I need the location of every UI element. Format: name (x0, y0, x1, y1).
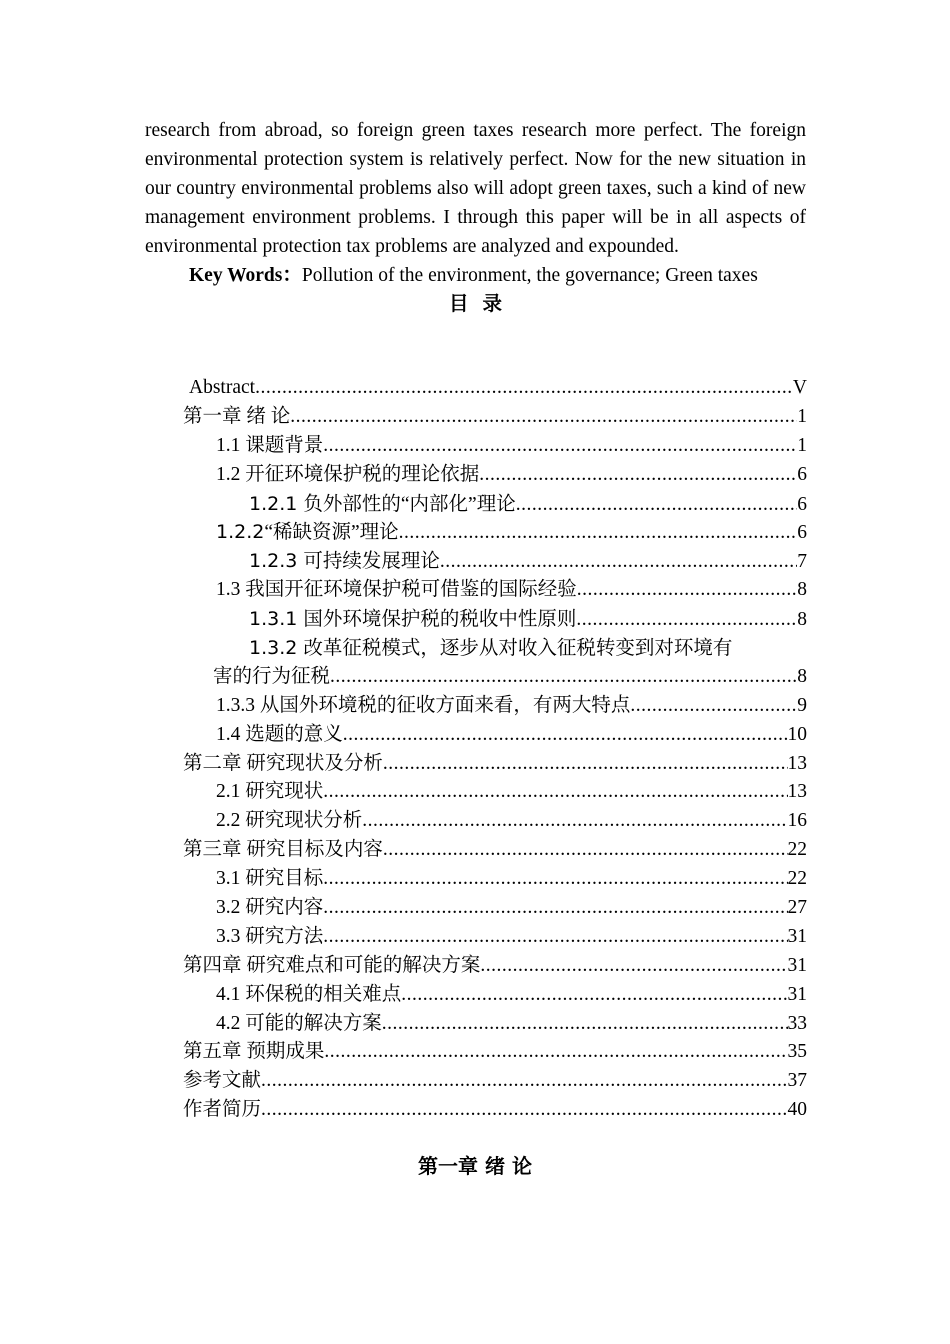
toc-entry-number: 1.3.3 (216, 694, 260, 716)
toc-leader (324, 1038, 787, 1067)
toc-leader (362, 807, 787, 836)
toc-entry-page: 1 (797, 405, 807, 427)
toc-leader (401, 981, 787, 1010)
toc-entry-number: 1.2.1 (249, 492, 304, 515)
toc-leader (382, 1010, 788, 1039)
toc-entry-page: 22 (787, 868, 807, 890)
toc-entry-title: 可能的解决方案 (245, 1012, 382, 1034)
abstract-paragraph: research from abroad, so foreign green taxes research more perfect. The foreign environmental protection system is relatively perfect. Now for the new situation in our country environmental problems also will adopt green taxes, such a kind of new management environment problems. I through this paper will be in all aspects of environmental protection tax problems are analyzed and expounded. (145, 120, 806, 257)
toc-entry-title: 第四章 研究难点和可能的解决方案 (183, 954, 481, 976)
page-body (145, 116, 806, 319)
toc-entry-page: 37 (787, 1070, 807, 1092)
toc-entry-title: 开征环境保护税的理论依据 (245, 463, 480, 485)
toc-entry-number: 1.3.1 (249, 608, 304, 631)
toc-leader (399, 519, 798, 548)
toc-leader (480, 952, 787, 981)
toc-leader (576, 606, 797, 635)
toc-entry-number: 2.2 (216, 810, 246, 832)
toc-entry-number: 1.1 (216, 434, 246, 456)
toc-leader (290, 403, 797, 432)
toc-leader (323, 865, 787, 894)
toc-entry-page: 22 (787, 839, 807, 861)
toc-entry-number: 1.2.2 (216, 521, 265, 544)
toc-entry-page: 6 (797, 463, 807, 485)
toc-entry[interactable] (183, 403, 807, 432)
toc-leader (630, 692, 797, 721)
keywords-text: Pollution of the environment, the governance; Green taxes (301, 265, 758, 286)
toc-entry[interactable] (183, 807, 807, 836)
toc-entry-title: 负外部性的“内部化”理论 (303, 493, 516, 515)
toc-entry-page: 8 (797, 609, 807, 631)
toc-entry-title: 研究方法 (245, 925, 324, 947)
toc-entry-title-continued: 害的行为征税 (213, 665, 331, 687)
toc-entry-number: 4.1 (216, 983, 246, 1005)
toc-entry-title: 环保税的相关难点 (245, 983, 402, 1005)
toc-entry-number: 3.1 (216, 868, 246, 890)
toc-entry[interactable] (183, 1067, 807, 1096)
toc-entry-page: 1 (797, 434, 807, 456)
toc-entry-page: 6 (797, 493, 807, 515)
toc-entry-page: 31 (787, 925, 807, 947)
toc-entry-title: 第五章 预期成果 (183, 1041, 325, 1063)
toc-entry-title: 从国外环境税的征收方面来看，有两大特点 (259, 694, 631, 716)
toc-entry-title: 可持续发展理论 (303, 551, 440, 573)
toc-entry[interactable] (183, 778, 807, 807)
toc-entry[interactable] (183, 721, 807, 750)
toc-entry-number: 1.3 (216, 579, 246, 601)
toc-entry[interactable] (183, 692, 807, 721)
toc-entry[interactable] (183, 461, 807, 490)
toc-entry[interactable] (183, 981, 807, 1010)
toc-entry-number: 3.3 (216, 925, 246, 947)
toc-entry-number: 3.2 (216, 897, 246, 919)
toc-entry-page: 8 (797, 579, 807, 601)
toc-entry-title: 参考文献 (183, 1070, 262, 1092)
keywords-label: Key Words： (189, 265, 302, 286)
toc-entry-page: 33 (787, 1012, 807, 1034)
toc-entry-number: 4.2 (216, 1012, 246, 1034)
toc-entry-number: 1.3.2 (249, 637, 304, 660)
toc-leader (383, 750, 788, 779)
toc-entry-page: V (792, 377, 807, 398)
toc-entry-title: 研究内容 (245, 897, 324, 919)
toc-entry-title: 国外环境保护税的税收中性原则 (303, 609, 577, 631)
toc-entry-page: 10 (787, 723, 807, 745)
toc-entry-title: 改革征税模式，逐步从对收入征税转变到对环境有 (303, 638, 733, 660)
toc-leader (323, 432, 797, 461)
toc-entry-wrapped[interactable] (183, 634, 807, 663)
toc-title: 目录 (448, 294, 516, 315)
toc-entry-title: “稀缺资源”理论 (264, 522, 399, 544)
toc-entry[interactable] (183, 605, 807, 634)
toc-entry-page: 16 (787, 810, 807, 832)
toc-entry-number: 2.1 (216, 781, 246, 803)
toc-entry[interactable] (183, 1038, 807, 1067)
toc-entry[interactable] (183, 547, 807, 576)
toc-entry[interactable] (183, 865, 807, 894)
toc-entry-title: 第一章 绪 论 (183, 405, 291, 427)
toc-leader (577, 576, 797, 605)
toc-entry[interactable] (183, 923, 807, 952)
toc-entry-title: 我国开征环境保护税可借鉴的国际经验 (245, 579, 577, 601)
keywords-line (145, 261, 806, 290)
toc-entry[interactable] (183, 894, 807, 923)
toc-entry[interactable] (183, 374, 807, 403)
toc-leader (516, 491, 798, 520)
toc-entry-title: 研究目标 (245, 868, 324, 890)
toc-entry-page: 31 (787, 983, 807, 1005)
toc-entry[interactable] (183, 750, 807, 779)
toc-entry[interactable] (183, 490, 807, 519)
toc-entry-page: 40 (787, 1099, 807, 1121)
toc-entry-title: Abstract (189, 377, 256, 398)
toc-entry-title: 研究现状 (245, 781, 324, 803)
toc-entry-page: 31 (787, 954, 807, 976)
toc-leader (440, 548, 797, 577)
table-of-contents (183, 374, 807, 1125)
chapter-heading: 第一章 绪 论 (418, 1154, 532, 1178)
toc-entry-page: 6 (797, 522, 807, 544)
toc-entry-page: 27 (787, 897, 807, 919)
toc-entry[interactable] (183, 432, 807, 461)
toc-entry-page: 13 (787, 752, 807, 774)
toc-leader (323, 923, 787, 952)
toc-entry-page: 8 (797, 665, 807, 687)
toc-leader (343, 721, 788, 750)
toc-leader (330, 663, 797, 692)
toc-entry-title: 第二章 研究现状及分析 (183, 752, 383, 774)
toc-leader (255, 374, 793, 403)
toc-entry[interactable] (183, 518, 807, 547)
toc-entry-title: 作者简历 (183, 1099, 262, 1121)
toc-entry-number: 1.2.3 (249, 550, 304, 573)
toc-leader (261, 1096, 787, 1125)
toc-entry[interactable] (183, 836, 807, 865)
toc-entry-page: 13 (787, 781, 807, 803)
toc-entry-title: 课题背景 (245, 434, 324, 456)
toc-leader (261, 1067, 787, 1096)
toc-entry-number: 1.2 (216, 463, 246, 485)
toc-leader (383, 836, 788, 865)
toc-entry[interactable] (183, 1010, 807, 1039)
toc-leader (323, 894, 787, 923)
toc-entry-page: 9 (797, 694, 807, 716)
toc-entry[interactable] (183, 576, 807, 605)
toc-leader (479, 461, 797, 490)
toc-entry-number: 1.4 (216, 723, 246, 745)
toc-entry[interactable] (183, 952, 807, 981)
toc-entry-title: 研究现状分析 (245, 810, 363, 832)
toc-entry-title: 第三章 研究目标及内容 (183, 839, 383, 861)
toc-entry-continuation[interactable] (183, 663, 807, 692)
toc-entry-page: 7 (797, 551, 807, 573)
toc-leader (323, 778, 787, 807)
toc-entry[interactable] (183, 1096, 807, 1125)
toc-entry-page: 35 (787, 1041, 807, 1063)
toc-entry-title: 选题的意义 (245, 723, 343, 745)
